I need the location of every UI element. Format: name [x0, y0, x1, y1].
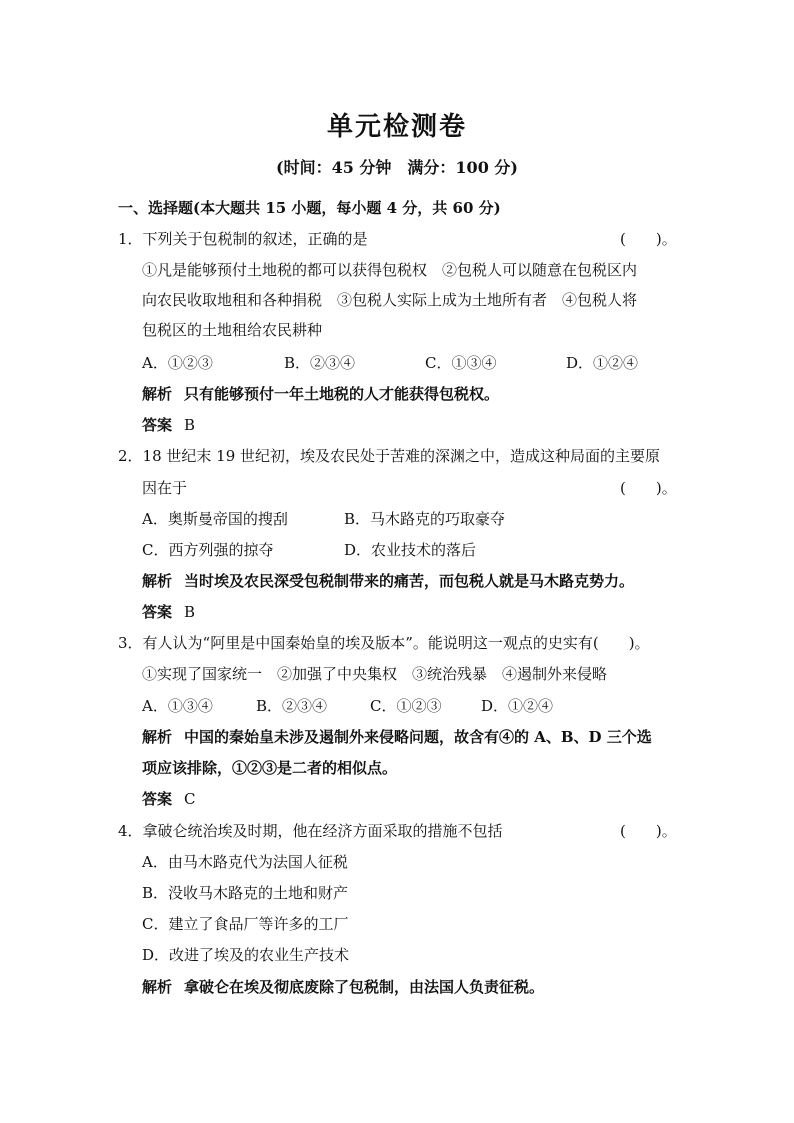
- q2-analysis-text: 当时埃及农民深受包税制带来的痛苦，而包税人就是马木路克势力。: [184, 572, 635, 590]
- analysis-label: 解析: [142, 385, 173, 403]
- q2-option-b: B．马木路克的巧取豪夺: [344, 510, 506, 528]
- analysis-label: 解析: [142, 572, 173, 590]
- answer-label: 答案: [142, 603, 173, 621]
- q2-option-a: A．奥斯曼帝国的搜刮: [142, 510, 288, 528]
- q3-option-b: B．②③④: [256, 697, 328, 715]
- q4-option-d: D．改进了埃及的农业生产技术: [142, 946, 350, 964]
- q1-body-line-3: 包税区的土地租给农民耕种: [142, 321, 323, 339]
- q4-stem: 4．拿破仑统治埃及时期，他在经济方面采取的措施不包括: [118, 822, 503, 840]
- q1-analysis-text: 只有能够预付一年土地税的人才能获得包税权。: [184, 385, 500, 403]
- analysis-label: 解析: [142, 978, 173, 996]
- q1-stem: 1．下列关于包税制的叙述，正确的是: [118, 230, 368, 248]
- q3-analysis-text-1: 中国的秦始皇未涉及遏制外来侵略问题，故含有④的 A、B、D 三个选: [184, 728, 652, 746]
- q2-option-c: C．西方列强的掠夺: [142, 541, 274, 559]
- page-title: 单元检测卷: [326, 112, 467, 142]
- q2-stem-line-2: 因在于: [142, 479, 188, 497]
- q3-body: ①实现了国家统一 ②加强了中央集权 ③统治残暴 ④遏制外来侵略: [142, 665, 608, 683]
- q1-option-a: A．①②③: [142, 354, 213, 372]
- q1-answer: [142, 415, 195, 435]
- q3-option-d: D．①②④: [481, 697, 554, 715]
- q3-analysis-line-1: [142, 727, 652, 747]
- analysis-label: 解析: [142, 728, 173, 746]
- q1-option-b: B．②③④: [284, 354, 356, 372]
- answer-label: 答案: [142, 416, 173, 434]
- q2-analysis: [142, 571, 634, 591]
- q3-answer: [142, 789, 196, 809]
- q4-analysis-text: 拿破仑在埃及彻底废除了包税制，由法国人负责征税。: [184, 978, 545, 996]
- q4-analysis: [142, 977, 544, 997]
- q2-answer-value: B: [184, 603, 196, 621]
- q1-answer-paren: ( )。: [620, 230, 677, 248]
- q2-answer-paren: ( )。: [620, 479, 677, 497]
- q1-body-line-2: 向农民收取地租和各种捐税 ③包税人实际上成为土地所有者 ④包税人将: [142, 291, 638, 309]
- q3-answer-value: C: [184, 790, 196, 808]
- page-subtitle: (时间：45 分钟 满分：100 分): [276, 158, 518, 177]
- q2-option-d: D．农业技术的落后: [344, 541, 477, 559]
- q4-option-a: A．由马木路克代为法国人征税: [142, 853, 348, 871]
- section-heading: 一、选择题(本大题共 15 小题，每小题 4 分，共 60 分): [118, 199, 501, 217]
- q2-answer: [142, 602, 195, 622]
- q3-analysis-line-2: 项应该排除，①②③是二者的相似点。: [142, 759, 398, 777]
- q3-option-c: C．①②③: [370, 697, 442, 715]
- q4-option-c: C．建立了食品厂等许多的工厂: [142, 915, 349, 933]
- q1-body-line-1: ①凡是能够预付土地税的都可以获得包税权 ②包税人可以随意在包税区内: [142, 261, 638, 279]
- q4-answer-paren: ( )。: [620, 822, 677, 840]
- q3-option-a: A．①③④: [142, 697, 213, 715]
- q1-analysis: [142, 384, 499, 404]
- q4-option-b: B．没收马木路克的土地和财产: [142, 884, 349, 902]
- q1-option-d: D．①②④: [566, 354, 639, 372]
- q2-stem-line-1: 2．18 世纪末 19 世纪初，埃及农民处于苦难的深渊之中，造成这种局面的主要原: [118, 447, 661, 465]
- answer-label: 答案: [142, 790, 173, 808]
- q3-stem: 3．有人认为“阿里是中国秦始皇的埃及版本”。能说明这一观点的史实有( )。: [118, 634, 650, 652]
- q1-answer-value: B: [184, 416, 196, 434]
- q1-option-c: C．①③④: [425, 354, 497, 372]
